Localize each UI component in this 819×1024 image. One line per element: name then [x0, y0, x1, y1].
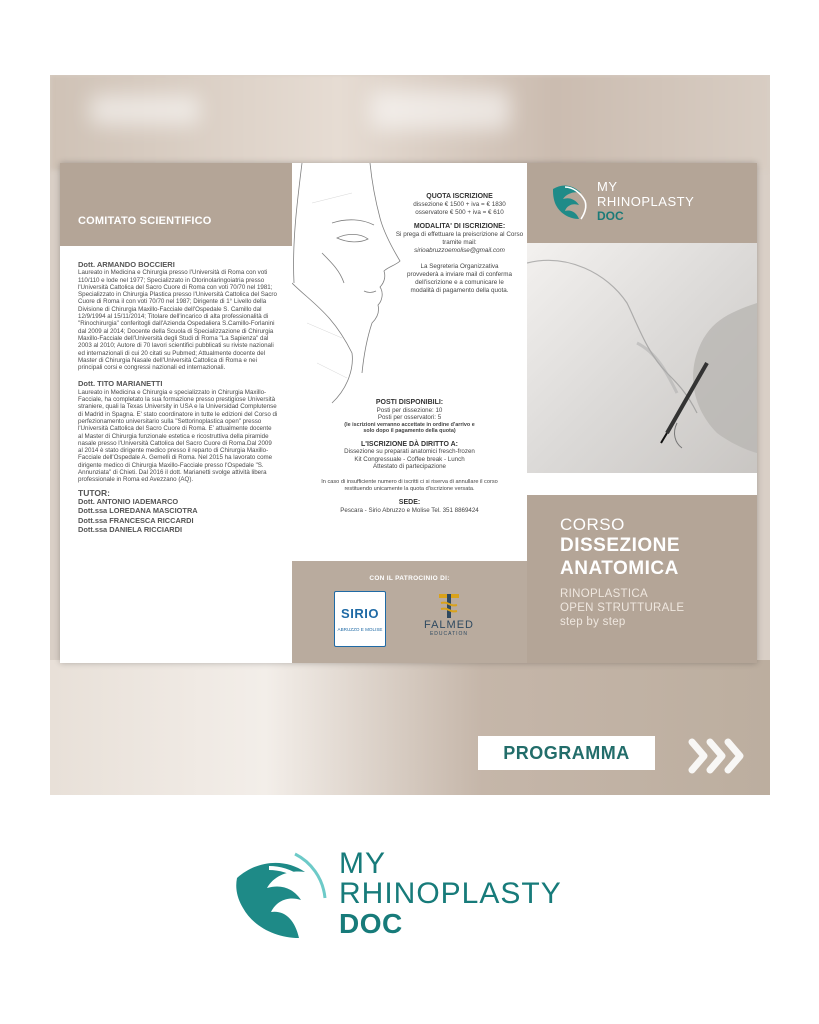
- info-panel: [292, 163, 527, 663]
- sirio-name: SIRIO: [341, 606, 379, 621]
- brand-line-3: DOC: [339, 908, 403, 939]
- patronage-title: CON IL PATROCINIO DI:: [369, 575, 450, 582]
- background-bottom-band: [50, 660, 770, 795]
- patronage-band: [292, 561, 527, 663]
- course-line-1: CORSO: [560, 515, 625, 534]
- posti-title: POSTI DISPONIBILI:: [375, 399, 444, 406]
- sede-text: Pescara - Sirio Abruzzo e Molise Tel. 351 8869424: [340, 506, 479, 514]
- cover-logo-band: [527, 163, 757, 243]
- segreteria-text: La Segreteria Organizzativa provvederà a inviare mail di conferma dell'iscrizione e a comunicare le modalità di pagamento della quota.: [407, 263, 512, 294]
- places-info: [302, 393, 517, 514]
- chevron-right-icon[interactable]: [686, 734, 752, 778]
- course-sub-1: RINOPLASTICA: [560, 588, 648, 600]
- course-sub-2: OPEN STRUTTURALE: [560, 602, 685, 614]
- face-sketch-illustration: [292, 163, 402, 413]
- course-line-2: DISSEZIONE: [560, 535, 681, 556]
- brand-line-1: MY: [597, 179, 618, 194]
- brochure: [60, 163, 757, 663]
- background-blob: [90, 95, 200, 125]
- programma-button[interactable]: PROGRAMMA: [478, 736, 655, 770]
- committee-body: [78, 255, 278, 535]
- course-line-3: ANATOMICA: [560, 558, 679, 579]
- caduceus-icon: [436, 591, 462, 619]
- registration-info: [392, 193, 527, 295]
- modalita-text: Si prega di effettuare la preiscrizione al Corso tramite mail:: [395, 231, 524, 246]
- tutor-title: TUTOR:: [78, 487, 110, 498]
- diritto-line: Attestato di partecipazione: [373, 463, 446, 471]
- cancellation-note: In caso di insufficiente numero di iscritti ci si riserva di annullare il corso restituendo unicamente la quota d'iscrizione versata.: [321, 478, 498, 492]
- sede-title: SEDE:: [398, 498, 421, 506]
- brand-line-3: DOC: [597, 209, 624, 223]
- member-name: Dott. TITO MARIANETTI: [78, 379, 163, 389]
- brand-line-2: RHINOPLASTY: [339, 877, 562, 910]
- falmed-logo: [404, 591, 494, 651]
- sirio-sub: ABRUZZO E MOLISE: [337, 627, 383, 632]
- committee-header: [60, 163, 292, 246]
- diritto-line: Dissezione su preparati anatomici fresch-frozen: [344, 448, 475, 456]
- course-sub-3: step by step: [560, 616, 626, 628]
- diritto-line: Kit Congressuale - Coffee break - Lunch: [354, 455, 465, 463]
- profile-logo-icon: [551, 179, 593, 221]
- brand-line-2: RHINOPLASTY: [597, 194, 695, 209]
- brand-logo: [235, 848, 595, 948]
- background-blob: [370, 90, 510, 130]
- tutor-name: Dott.ssa LOREDANA MASCIOTRA: [78, 506, 198, 516]
- hand-drawing-image: [527, 243, 757, 473]
- tutor-name: Dott.ssa DANIELA RICCIARDI: [78, 525, 183, 535]
- posti-line: Posti per osservatori: 5: [377, 414, 442, 422]
- course-title-band: [527, 495, 757, 663]
- committee-heading: COMITATO SCIENTIFICO: [78, 215, 212, 227]
- falmed-name: FALMED: [423, 619, 474, 631]
- tutor-name: Dott. ANTONIO IADEMARCO: [78, 496, 179, 506]
- member-name: Dott. ARMANDO BOCCIERI: [78, 260, 175, 269]
- quota-title: QUOTA ISCRIZIONE: [426, 193, 493, 200]
- cover-panel: [527, 163, 757, 663]
- hand-drawing-photo: [527, 243, 757, 473]
- modalita-title: MODALITA' DI ISCRIZIONE:: [413, 223, 506, 230]
- diritto-title: L'ISCRIZIONE DÀ DIRITTO A:: [361, 440, 458, 448]
- contact-email[interactable]: sirioabruzzoemolise@gmail.com: [414, 247, 505, 254]
- quota-line: osservatore € 500 + iva = € 610: [415, 209, 504, 216]
- sirio-logo: [334, 591, 386, 647]
- falmed-sub: EDUCATION: [429, 631, 469, 637]
- member-bio: Laureato in Medicina e Chirurgia e specializzato in Chirurgia Maxillo-Facciale, ha completato la sua formazione presso prestigiose Università straniere, quali la Texas University in USA e la Universidad Complutense di Madrid in Spagna. E' stato coordinatore in tutte le edizioni del Corso di perfezionamento universitario sulla "Settorinoplastica open" presso l'Università Cattolica del Sacro Cuore di Roma. E' attualmente docente al Master di Chirurgia funzionale estetica e ricostruttiva della piramide nasale presso l'Università Cattolica del Sacro Cuore di Roma.Dal 2009 al 2014 è stato dirigente medico presso il reparto di Chirurgia Maxillo-Facciale dell'Ospedale A. Gemelli di Roma. Nel 2015 ha lavorato come dirigente medico di Chirurgia Maxillo-Facciale presso l'Ospedale "S. Annunziata" di Chieti. Dal 2016 il dott. Marianetti svolge attività libera professionale in Roma ed Avezzano (AQ).: [78, 388, 278, 484]
- posti-line: Posti per dissezione: 10: [376, 406, 443, 414]
- brand-line-1: MY: [339, 847, 386, 880]
- member-bio: Laureato in Medicina e Chirurgia presso l'Università di Roma con voti 110/110 e lode nel 1977; Specializzato in Otorinolaringoiatria presso l'Università Cattolica del Sacro Cuore di Roma con voti 70/70 nel 1981; Specializzato in Chirurgia Plastica presso l'Università Cattolica del Sacro Cuore di Roma il con voti 70/70 nel 1987; Dirigente di 1° Livello della Divisione di Chirurgia Maxillo-Facciale dell'Ospedale S. Camillo dal 12/9/1994 al 15/11/2014; Titolare dell'incarico di alta professionalità di "Rinochirurgia" conferitogli dall'Azienda Ospedaliera S.Camillo-Forlanini dal 2009 al 2014; Docente della Scuola di Specializzazione di Chirurgia Maxillo-Facciale dell'Università degli Studi di Roma "La Sapienza" dal 2003 al 2010; Autore di 70 lavori scientifici pubblicati su riviste nazionali ed internazionali di cui 20 citati su Pubmed; Attualmente docente del Master di Chirurgia Nasale dell'Università Cattolica di Roma e nei principali corsi e congressi nazionali ed internazionali.: [78, 269, 277, 372]
- tutor-name: Dott.ssa FRANCESCA RICCARDI: [78, 515, 194, 525]
- quota-line: dissezione € 1500 + iva = € 1830: [413, 201, 506, 208]
- committee-panel: [60, 163, 292, 663]
- profile-logo-icon: [235, 848, 330, 944]
- posti-note: (le iscrizioni verranno accettate in ordine d'arrivo e solo dopo il pagamento della quota): [344, 421, 475, 435]
